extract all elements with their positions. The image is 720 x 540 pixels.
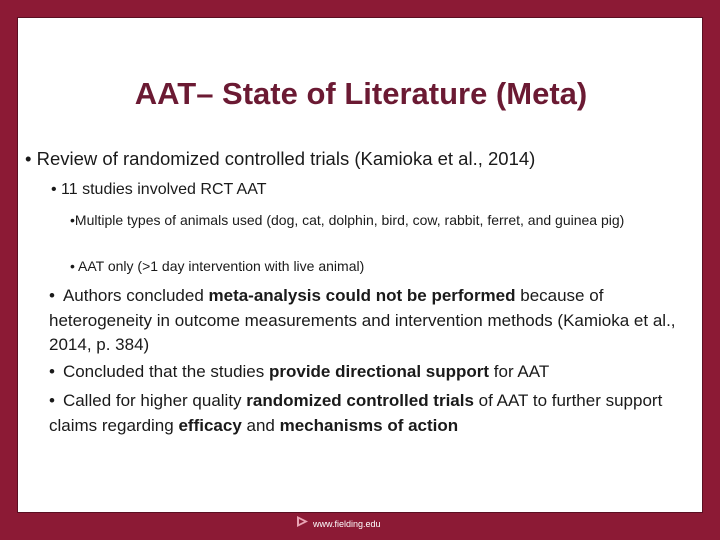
paragraph-text: because of heterogeneity in outcome measurements and intervention methods (Kamioka et al., 2014, p. 384) [49,286,676,354]
bullet-marker: • [49,391,55,410]
paragraph-directional [49,360,694,385]
footer-url[interactable]: www.fielding.edu [313,519,381,529]
bullet-aat-only: • AAT only (>1 day intervention with live animal) [70,258,365,274]
bullet-review: • Review of randomized controlled trials (Kamioka et al., 2014) [25,148,536,169]
paragraph-text: for AAT [489,362,550,381]
paragraph-text: of AAT to further support claims regarding [49,391,663,435]
paragraph-text: Called for higher quality [62,391,247,410]
paragraph-bold: randomized controlled trials [246,391,474,410]
paragraph-text: and [241,415,280,435]
paragraph-text: Concluded that the studies [62,362,269,381]
paragraph-call [49,389,694,438]
bullet-studies: • 11 studies involved RCT AAT [51,181,267,198]
paragraph-bold: mechanisms of action [279,415,459,435]
fielding-logo-icon-svg [296,515,309,528]
paragraph-bold: efficacy [178,415,242,435]
slide-title: AAT– State of Literature (Meta) [134,76,588,111]
paragraph-bold: meta-analysis could not be performed [208,286,516,305]
paragraph-conclusion [49,284,694,358]
slide-content [17,17,703,513]
bullet-animals: •Multiple types of animals used (dog, cat, dolphin, bird, cow, rabbit, ferret, and guinea pig) [70,212,625,228]
bullet-marker: • [49,286,55,305]
footer [296,516,381,532]
paragraph-bold: provide directional support [268,362,490,381]
paragraph-text: Authors concluded [62,286,209,305]
bullet-marker: • [49,362,55,381]
fielding-logo-icon [296,515,309,533]
